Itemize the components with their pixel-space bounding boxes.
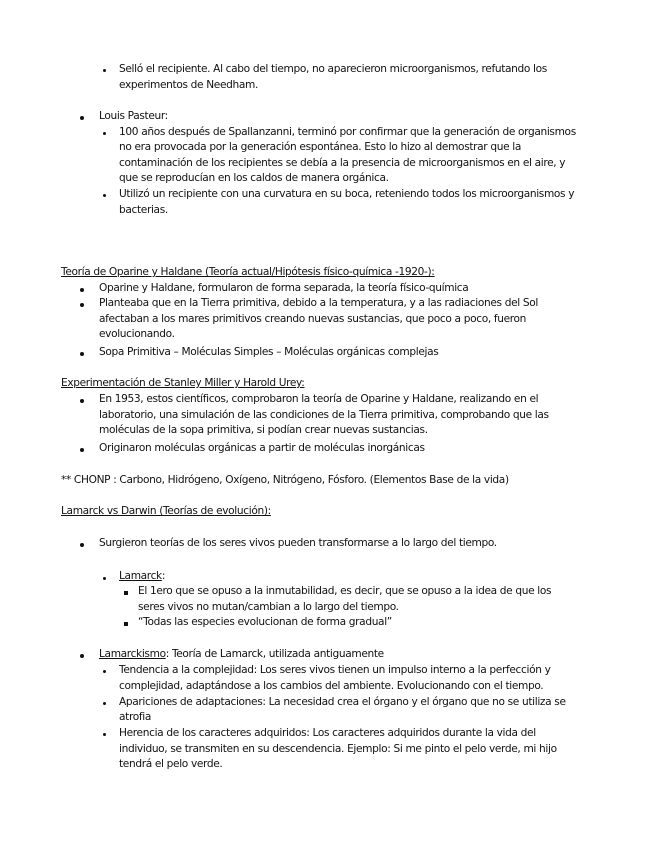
lamarckismo-item2-line1: Apariciones de adaptaciones: La necesidad crea el órgano y el órgano que no se utiliza se bbox=[119, 696, 566, 708]
bullet-icon bbox=[80, 448, 84, 452]
bullet-icon bbox=[103, 194, 106, 197]
miller-item1-line3: moléculas de la sopa primitiva, si podían crear nuevas sustancias. bbox=[99, 424, 428, 436]
bullet-icon bbox=[80, 543, 84, 547]
needham-line-1: Selló el recipiente. Al cabo del tiempo, no aparecieron microorganismos, refutando los bbox=[119, 63, 547, 75]
bullet-icon bbox=[80, 352, 84, 356]
lamarckismo-item2-line2: atrofia bbox=[119, 711, 151, 723]
pasteur-item1-line3: contaminación de los recipientes se debía a la presencia de microorganismos en el aire, y bbox=[119, 157, 566, 169]
lamarck-label-line bbox=[119, 569, 165, 583]
lamarck-sub2: “Todas las especies evolucionan de forma gradual” bbox=[138, 616, 392, 628]
lamarck-sub1-line2: seres vivos no mutan/cambian a lo largo del tiempo. bbox=[138, 601, 399, 613]
square-bullet-icon bbox=[124, 591, 128, 595]
bullet-icon bbox=[80, 399, 84, 403]
lamarckismo-label: Lamarckismo bbox=[99, 648, 166, 660]
lamarckismo-item1-line1: Tendencia a la complejidad: Los seres vivos tienen un impulso interno a la perfección y bbox=[119, 664, 551, 676]
oparin-item3: Sopa Primitiva – Moléculas Simples – Moléculas orgánicas complejas bbox=[99, 346, 439, 358]
pasteur-name: Louis Pasteur: bbox=[99, 110, 168, 122]
miller-item1-line2: laboratorio, una simulación de las condiciones de la Tierra primitiva, comprobando que las bbox=[99, 409, 549, 421]
lamarckismo-item3-line1: Herencia de los caracteres adquiridos: Los caracteres adquiridos durante la vida del bbox=[119, 727, 536, 739]
miller-item1-line1: En 1953, estos científicos, comprobaron la teoría de Oparine y Haldane, realizando en el bbox=[99, 393, 539, 405]
square-bullet-icon bbox=[124, 622, 128, 626]
bullet-icon bbox=[103, 670, 106, 673]
lamarckismo-rest: : Teoría de Lamarck, utilizada antiguamente bbox=[165, 648, 384, 660]
bullet-icon bbox=[80, 116, 84, 120]
bullet-icon bbox=[80, 654, 84, 658]
lamarck-sub1-line1: El 1ero que se opuso a la inmutabilidad, es decir, que se opuso a la idea de que los bbox=[138, 585, 552, 597]
lamarckismo-item1-line2: complejidad, adaptándose a los cambios del ambiente. Evolucionando con el tiempo. bbox=[119, 680, 544, 692]
lamarck-heading: Lamarck vs Darwin (Teorías de evolución): bbox=[61, 505, 271, 517]
chonp-note: ** CHONP : Carbono, Hidrógeno, Oxígeno, Nitrógeno, Fósforo. (Elementos Base de la vida) bbox=[61, 474, 509, 486]
bullet-icon bbox=[80, 288, 84, 292]
bullet-icon bbox=[103, 577, 106, 580]
oparin-heading: Teoría de Oparine y Haldane (Teoría actual/Hipótesis físico-química -1920-): bbox=[61, 266, 435, 278]
bullet-icon bbox=[103, 69, 106, 72]
lamarckismo-line bbox=[99, 647, 384, 661]
evolution-item: Surgieron teorías de los seres vivos pueden transformarse a lo largo del tiempo. bbox=[99, 537, 497, 549]
lamarckismo-item3-line3: tendrá el pelo verde. bbox=[119, 758, 223, 770]
pasteur-item2-line1: Utilizó un recipiente con una curvatura en su boca, reteniendo todos los microorganismos y bbox=[119, 188, 575, 200]
pasteur-item1-line1: 100 años después de Spallanzanni, terminó por confirmar que la generación de organismos bbox=[119, 126, 576, 138]
pasteur-item1-line4: que se reproducían en los caldos de manera orgánica. bbox=[119, 172, 389, 184]
lamarck-colon: : bbox=[161, 570, 166, 582]
miller-heading: Experimentación de Stanley Miller y Harold Urey: bbox=[61, 377, 305, 389]
oparin-item2-line1: Planteaba que en la Tierra primitiva, debido a la temperatura, y a las radiaciones del Sol bbox=[99, 297, 538, 309]
bullet-icon bbox=[103, 132, 106, 135]
bullet-icon bbox=[103, 702, 106, 705]
oparin-item2-line2: afectaban a los mares primitivos creando nuevas sustancias, que poco a poco, fueron bbox=[99, 313, 527, 325]
lamarck-label: Lamarck bbox=[119, 570, 162, 582]
oparin-item2-line3: evolucionando. bbox=[99, 328, 175, 340]
miller-item2: Originaron moléculas orgánicas a partir de moléculas inorgánicas bbox=[99, 442, 425, 454]
lamarckismo-item3-line2: individuo, se transmiten en su descendencia. Ejemplo: Si me pinto el pelo verde, mi hijo bbox=[119, 743, 557, 755]
pasteur-item2-line2: bacterias. bbox=[119, 204, 168, 216]
pasteur-item1-line2: no era provocada por la generación espontánea. Esto lo hizo al demostrar que la bbox=[119, 141, 521, 153]
oparin-item1: Oparine y Haldane, formularon de forma separada, la teoría físico-química bbox=[99, 282, 469, 294]
bullet-icon bbox=[80, 303, 84, 307]
bullet-icon bbox=[103, 733, 106, 736]
needham-line-2: experimentos de Needham. bbox=[119, 79, 259, 91]
